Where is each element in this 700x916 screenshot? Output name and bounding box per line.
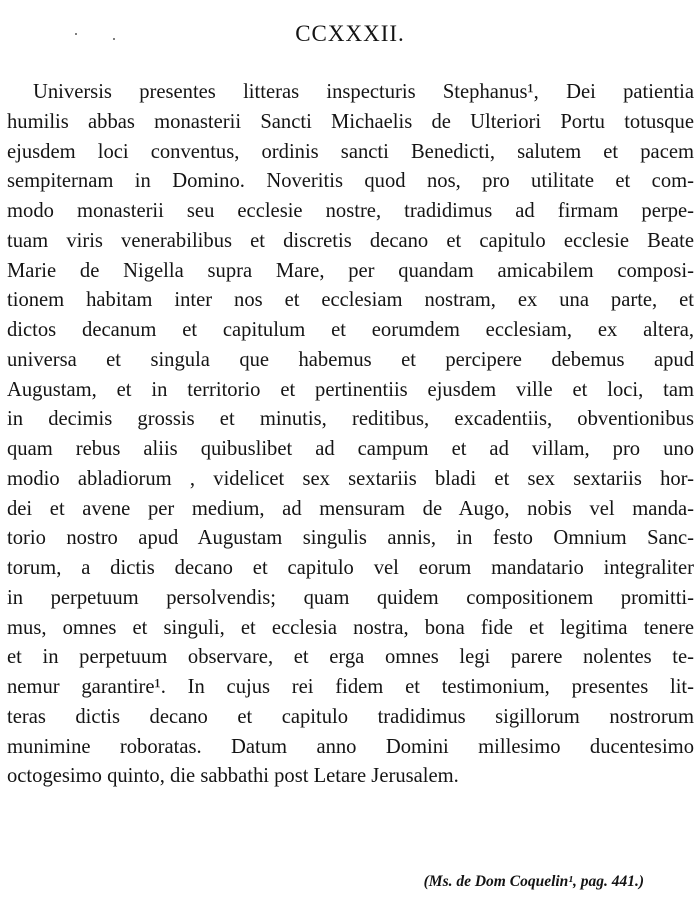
text-line: mus, omnes et singuli, et ecclesia nostra, bona fide et legitima tenere xyxy=(7,616,694,639)
text-line: nemur garantire¹. In cujus rei fidem et testimonium, presentes lit- xyxy=(7,676,694,698)
text-line: humilis abbas monasterii Sancti Michaelis de Ulteriori Portu totusque xyxy=(7,110,694,133)
text-line: dictos decanum et capitulum et eorumdem ecclesiam, ex altera, xyxy=(7,319,694,341)
text-line: modo monasterii seu ecclesie nostre, tradidimus ad firmam perpe- xyxy=(7,200,694,222)
text-line: sempiternam in Domino. Noveritis quod nos, pro utilitate et com- xyxy=(7,170,694,193)
text-line: Marie de Nigella supra Mare, per quandam amicabilem composi- xyxy=(7,259,694,282)
text-line: modio abladiorum , videlicet sex sextariis bladi et sex sextariis hor- xyxy=(7,467,694,490)
text-line: tionem habitam inter nos et ecclesiam nostram, ex una parte, et xyxy=(7,289,694,312)
text-line: teras dictis decano et capitulo tradidimus sigillorum nostrorum xyxy=(7,705,694,728)
text-line: Universis presentes litteras inspecturis Stephanus¹, Dei patientia xyxy=(33,81,694,103)
text-line: Augustam, et in territorio et pertinentiis ejusdem ville et loci, tam xyxy=(7,378,694,401)
text-line: universa et singula que habemus et percipere debemus apud xyxy=(7,348,694,371)
text-line: et in perpetuum observare, et erga omnes legi parere nolentes te- xyxy=(7,646,694,669)
text-line: munimine roboratas. Datum anno Domini millesimo ducentesimo xyxy=(7,735,694,758)
text-line: quam rebus aliis quibuslibet ad campum et ad villam, pro uno xyxy=(7,438,694,460)
text-line: tuam viris venerabilibus et discretis decano et capitulo ecclesie Beate xyxy=(7,229,694,252)
text-line: in perpetuum persolvendis; quam quidem compositionem promitti- xyxy=(7,586,694,609)
text-line: in decimis grossis et minutis, reditibus, excadentiis, obventionibus xyxy=(7,408,694,431)
text-line: octogesimo quinto, die sabbathi post Letare Jerusalem. xyxy=(7,765,459,788)
charter-number-title: CCXXXII. xyxy=(295,21,405,46)
charter-body xyxy=(7,78,694,792)
text-line: ejusdem loci conventus, ordinis sancti Benedicti, salutem et pacem xyxy=(7,140,694,163)
source-citation: (Ms. de Dom Coquelin¹, pag. 441.) xyxy=(423,873,644,890)
text-line: torum, a dictis decano et capitulo vel eorum mandatario integraliter xyxy=(7,557,694,579)
text-line: dei et avene per medium, ad mensuram de Augo, nobis vel manda- xyxy=(7,497,694,520)
text-line: torio nostro apud Augustam singulis annis, in festo Omnium Sanc- xyxy=(7,527,694,550)
